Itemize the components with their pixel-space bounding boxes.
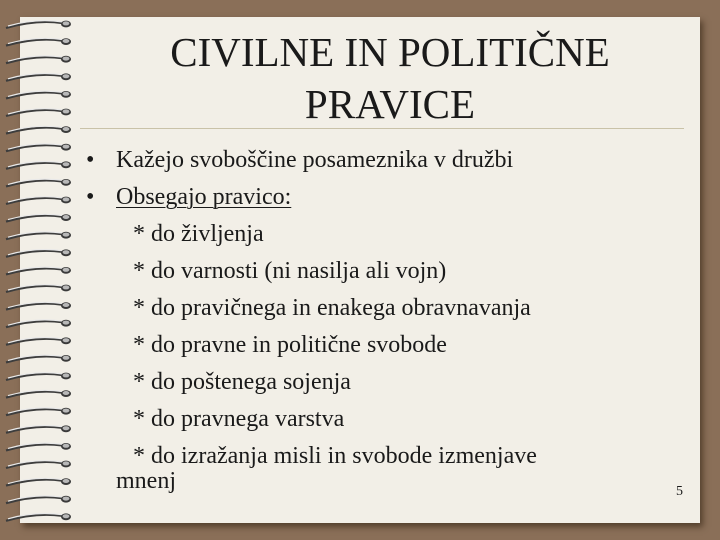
page-number: 5 <box>676 484 683 499</box>
bullet-item-1 <box>86 142 646 179</box>
binding-ring <box>6 161 71 168</box>
sub-item: * do pravičnega in enakega obravnavanja <box>133 295 531 321</box>
spiral-binding-icon <box>0 10 80 530</box>
title-divider <box>80 128 684 129</box>
binding-ring <box>6 302 71 309</box>
sub-item: * do izražanja misli in svobode izmenjave <box>133 443 537 469</box>
binding-ring <box>6 390 71 397</box>
sub-item: * do pravnega varstva <box>133 406 345 432</box>
binding-ring <box>6 179 71 186</box>
bullet-text: Kažejo svoboščine posameznika v družbi <box>116 147 514 173</box>
binding-ring <box>6 267 71 274</box>
bullet-text: Obsegajo pravico: <box>116 184 292 210</box>
binding-ring <box>6 109 71 116</box>
binding-ring <box>6 91 71 98</box>
bullet-item-2 <box>86 179 646 216</box>
binding-ring <box>6 478 71 485</box>
binding-ring <box>6 197 71 204</box>
binding-ring <box>6 144 71 151</box>
binding-ring <box>6 496 71 503</box>
binding-ring <box>6 513 71 520</box>
sub-item: * do poštenega sojenja <box>133 369 351 395</box>
bullet-icon: • <box>86 147 95 173</box>
sub-item-continuation: mnenj <box>116 468 176 494</box>
title-line-1: CIVILNE IN POLITIČNE <box>170 29 610 75</box>
binding-ring <box>6 285 71 292</box>
binding-ring <box>6 56 71 63</box>
binding-ring <box>6 126 71 133</box>
binding-ring <box>6 214 71 221</box>
binding-ring <box>6 443 71 450</box>
binding-ring <box>6 355 71 362</box>
binding-ring <box>6 38 71 45</box>
binding-ring <box>6 21 71 28</box>
binding-ring <box>6 232 71 239</box>
binding-ring <box>6 337 71 344</box>
binding-ring <box>6 425 71 432</box>
sub-item: * do življenja <box>133 221 264 247</box>
binding-ring <box>6 320 71 327</box>
binding-ring <box>6 249 71 256</box>
bullet-icon: • <box>86 184 95 210</box>
binding-ring <box>6 408 71 415</box>
slide-body <box>86 142 646 493</box>
binding-ring <box>6 73 71 80</box>
title-line-2: PRAVICE <box>304 81 476 127</box>
binding-ring <box>6 373 71 380</box>
sub-item: * do pravne in politične svobode <box>133 332 447 358</box>
slide-title <box>80 26 700 130</box>
binding-ring <box>6 461 71 468</box>
sub-item: * do varnosti (ni nasilja ali vojn) <box>133 258 447 284</box>
